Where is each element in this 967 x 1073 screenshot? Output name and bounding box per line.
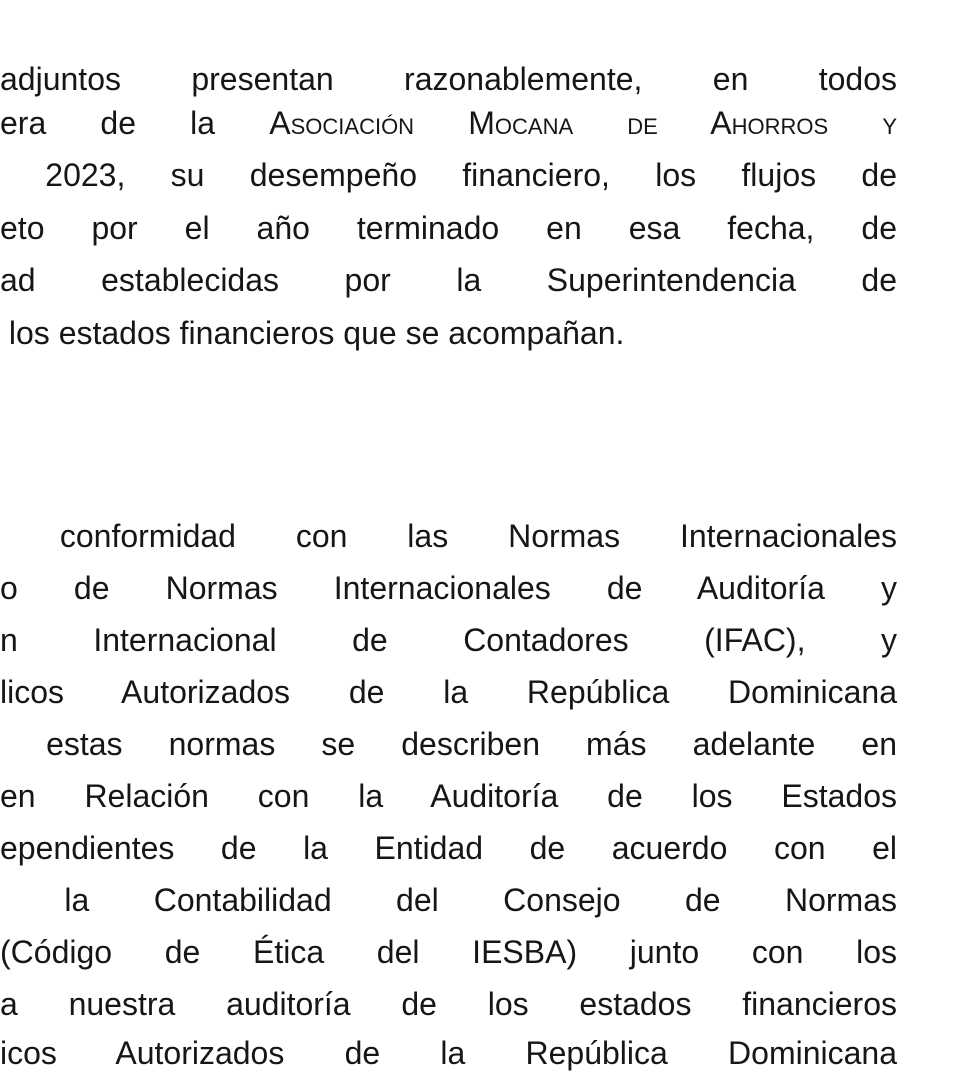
text-line: adjuntos presentan razonablemente, en todos xyxy=(0,61,897,97)
text-line: eto por el año terminado en esa fecha, de xyxy=(0,210,897,246)
text-line: estas normas se describen más adelante en xyxy=(0,726,897,762)
text-line: ependientes de la Entidad de acuerdo con el xyxy=(0,830,897,866)
text-line: conformidad con las Normas Internacionales xyxy=(0,518,897,554)
text-line: 2023, su desempeño financiero, los flujos de xyxy=(0,157,897,193)
text-line: a nuestra auditoría de los estados financieros xyxy=(0,986,897,1022)
text-line: la Contabilidad del Consejo de Normas xyxy=(0,882,897,918)
entity-name: Asociación Mocana de Ahorros y xyxy=(269,105,898,141)
text-line: ad establecidas por la Superintendencia de xyxy=(0,262,897,298)
text-line: icos Autorizados de la República Dominicana xyxy=(0,1035,897,1071)
text-line xyxy=(0,103,897,143)
text-line: (Código de Ética del IESBA) junto con los xyxy=(0,934,897,970)
text-line: en Relación con la Auditoría de los Estados xyxy=(0,778,897,814)
text-line: n Internacional de Contadores (IFAC), y xyxy=(0,622,897,658)
text-line: licos Autorizados de la República Dominicana xyxy=(0,674,897,710)
text-line: o de Normas Internacionales de Auditoría y xyxy=(0,570,897,606)
text-line: los estados financieros que se acompañan. xyxy=(0,315,625,351)
text-segment: era de la xyxy=(0,105,270,141)
